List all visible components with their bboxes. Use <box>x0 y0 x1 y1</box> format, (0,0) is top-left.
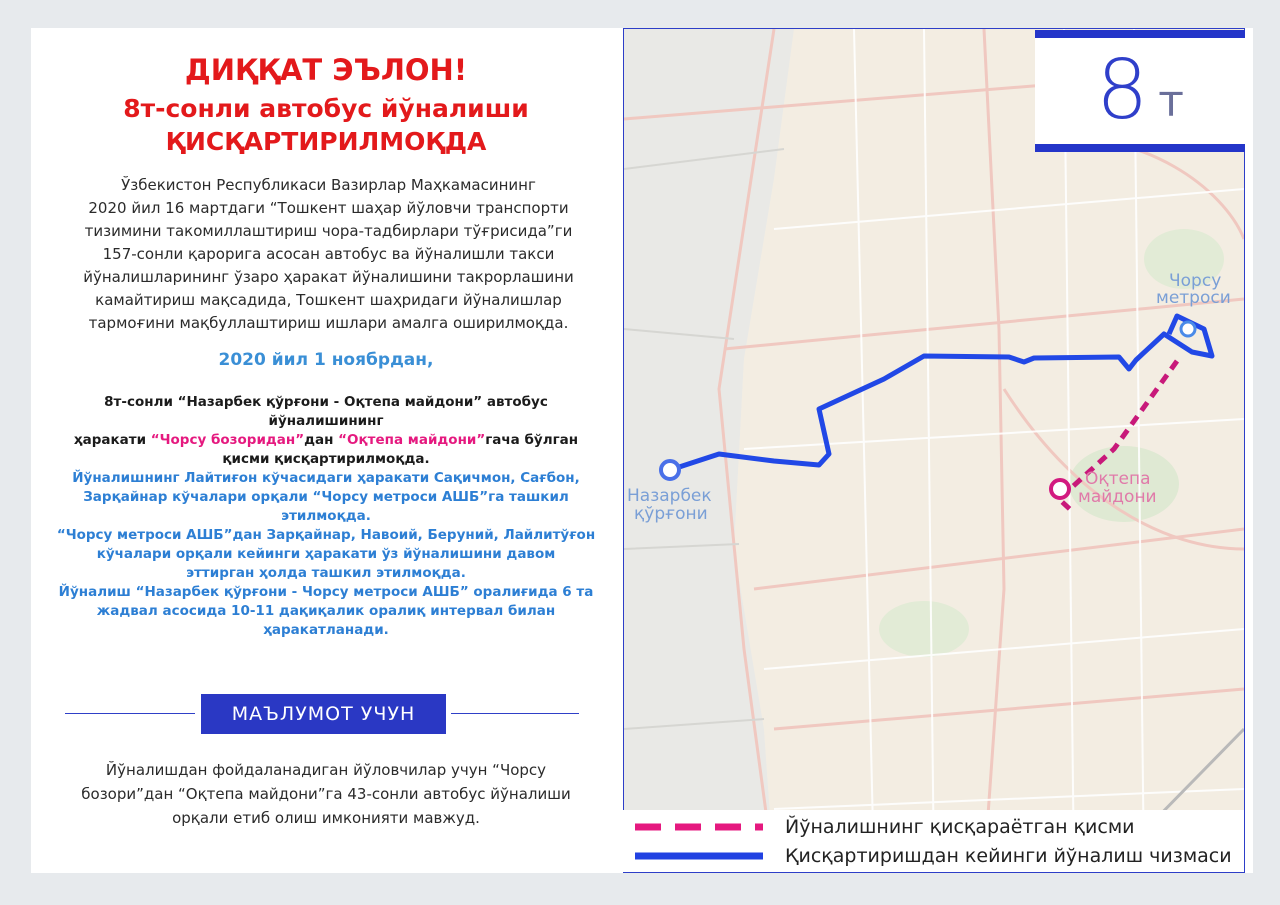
bottom-paragraph <box>66 758 586 830</box>
notice-line <box>46 431 606 450</box>
route-map <box>623 28 1245 873</box>
notice-blue-line: жадвал асосида 10-11 дақиқалик оралиқ интервал билан <box>96 603 556 619</box>
announcement-panel <box>31 28 621 873</box>
chorsu-label-2: метроси <box>1156 288 1231 308</box>
oqtepa-stop-marker <box>1051 480 1069 498</box>
notice-paragraph <box>46 393 606 640</box>
legend-shortened-label: Йўналишнинг қисқараётган қисми <box>785 816 1135 838</box>
announcement-title: ДИҚҚАТ ЭЪЛОН! <box>184 53 468 87</box>
notice-blue-line: Йўналиш “Назарбек қўрғони - Чорсу метроси АШБ” оралиғида 6 та <box>58 584 594 600</box>
route-number-badge <box>1035 30 1245 152</box>
intro-line: 2020 йил 16 мартдаги “Тошкент шаҳар йўловчи транспорти <box>88 199 569 217</box>
map-canvas <box>624 29 1244 872</box>
bottom-line: орқали етиб олиш имконияти мавжуд. <box>172 809 480 827</box>
notice-line: қисми қисқартирилмоқда. <box>222 451 430 467</box>
nazarbek-label-2: қўрғони <box>634 504 708 524</box>
date-heading: 2020 йил 1 ноябрдан, <box>218 350 434 370</box>
intro-line: тизимини такомиллаштириш чора-тадбирлари тўғрисида”ги <box>84 222 573 240</box>
notice-line: 8т-сонли “Назарбек қўрғони - Оқтепа майдони” автобус йўналишининг <box>104 394 548 429</box>
notice-text: дан <box>304 432 339 448</box>
notice-blue-line: ҳаракатланади. <box>263 622 389 638</box>
info-label-box: МАЪЛУМОТ УЧУН <box>201 694 446 734</box>
notice-blue-line: кўчалари орқали кейинги ҳаракати ўз йўналишини давом <box>96 546 556 562</box>
intro-line: камайтириш мақсадида, Тошкент шаҳридаги йўналишлар <box>95 291 562 309</box>
nazarbek-stop-marker <box>661 461 679 479</box>
subtitle-line-2: ҚИСҚАРТИРИЛМОҚДА <box>165 127 487 156</box>
legend-new-route-label: Қисқартиришдан кейинги йўналиш чизмаси <box>785 845 1232 867</box>
map-legend <box>623 810 1244 872</box>
subtitle-line-1: 8т-сонли автобус йўналиши <box>123 94 529 123</box>
route-number: 8 <box>1096 43 1149 138</box>
notice-text: ҳаракати <box>73 432 151 448</box>
park-area <box>879 601 969 657</box>
oqtepa-label-1: Оқтепа <box>1085 469 1151 489</box>
intro-line: Ўзбекистон Республикаси Вазирлар Маҳкамасининг <box>121 176 536 194</box>
chorsu-stop-marker <box>1181 322 1195 336</box>
info-divider-right <box>451 713 579 714</box>
notice-text: гача бўлган <box>485 432 579 448</box>
notice-blue-line: Йўналишнинг Лайтиғон кўчасидаги ҳаракати Сақичмон, Сағбон, <box>72 470 580 486</box>
chorsu-label-1: Чорсу <box>1169 271 1222 291</box>
oqtepa-label-2: майдони <box>1078 487 1157 507</box>
route-suffix: т <box>1158 75 1184 127</box>
bottom-line: бозори”дан “Оқтепа майдони”га 43-сонли автобус йўналиши <box>81 785 571 803</box>
intro-paragraph <box>56 174 601 335</box>
notice-blue-line: Зарқайнар кўчалари орқали “Чорсу метроси АШБ”га ташкил <box>83 489 569 505</box>
bottom-line: Йўналишдан фойдаланадиган йўловчилар учун “Чорсу <box>105 761 547 779</box>
chorsu-bazaar-highlight: “Чорсу бозоридан” <box>150 432 305 448</box>
legend-swatches <box>633 810 783 872</box>
intro-line: тармоғини мақбуллаштириш ишлари амалга оширилмоқда. <box>88 314 569 332</box>
notice-blue-line: этилмоқда. <box>281 508 371 524</box>
info-divider-left <box>65 713 195 714</box>
nazarbek-label-1: Назарбек <box>627 486 712 506</box>
intro-line: 157-сонли қарорига асосан автобус ва йўналишли такси <box>102 245 555 263</box>
intro-line: йўналишларининг ўзаро ҳаракат йўналишини такрорлашини <box>83 268 574 286</box>
announcement-subtitle <box>31 92 621 158</box>
notice-blue-line: “Чорсу метроси АШБ”дан Зарқайнар, Навоий, Беруний, Лайлитўғон <box>56 527 596 543</box>
notice-blue-line: эттирган ҳолда ташкил этилмоқда. <box>186 565 466 581</box>
oqtepa-highlight: “Оқтепа майдони” <box>338 432 486 448</box>
